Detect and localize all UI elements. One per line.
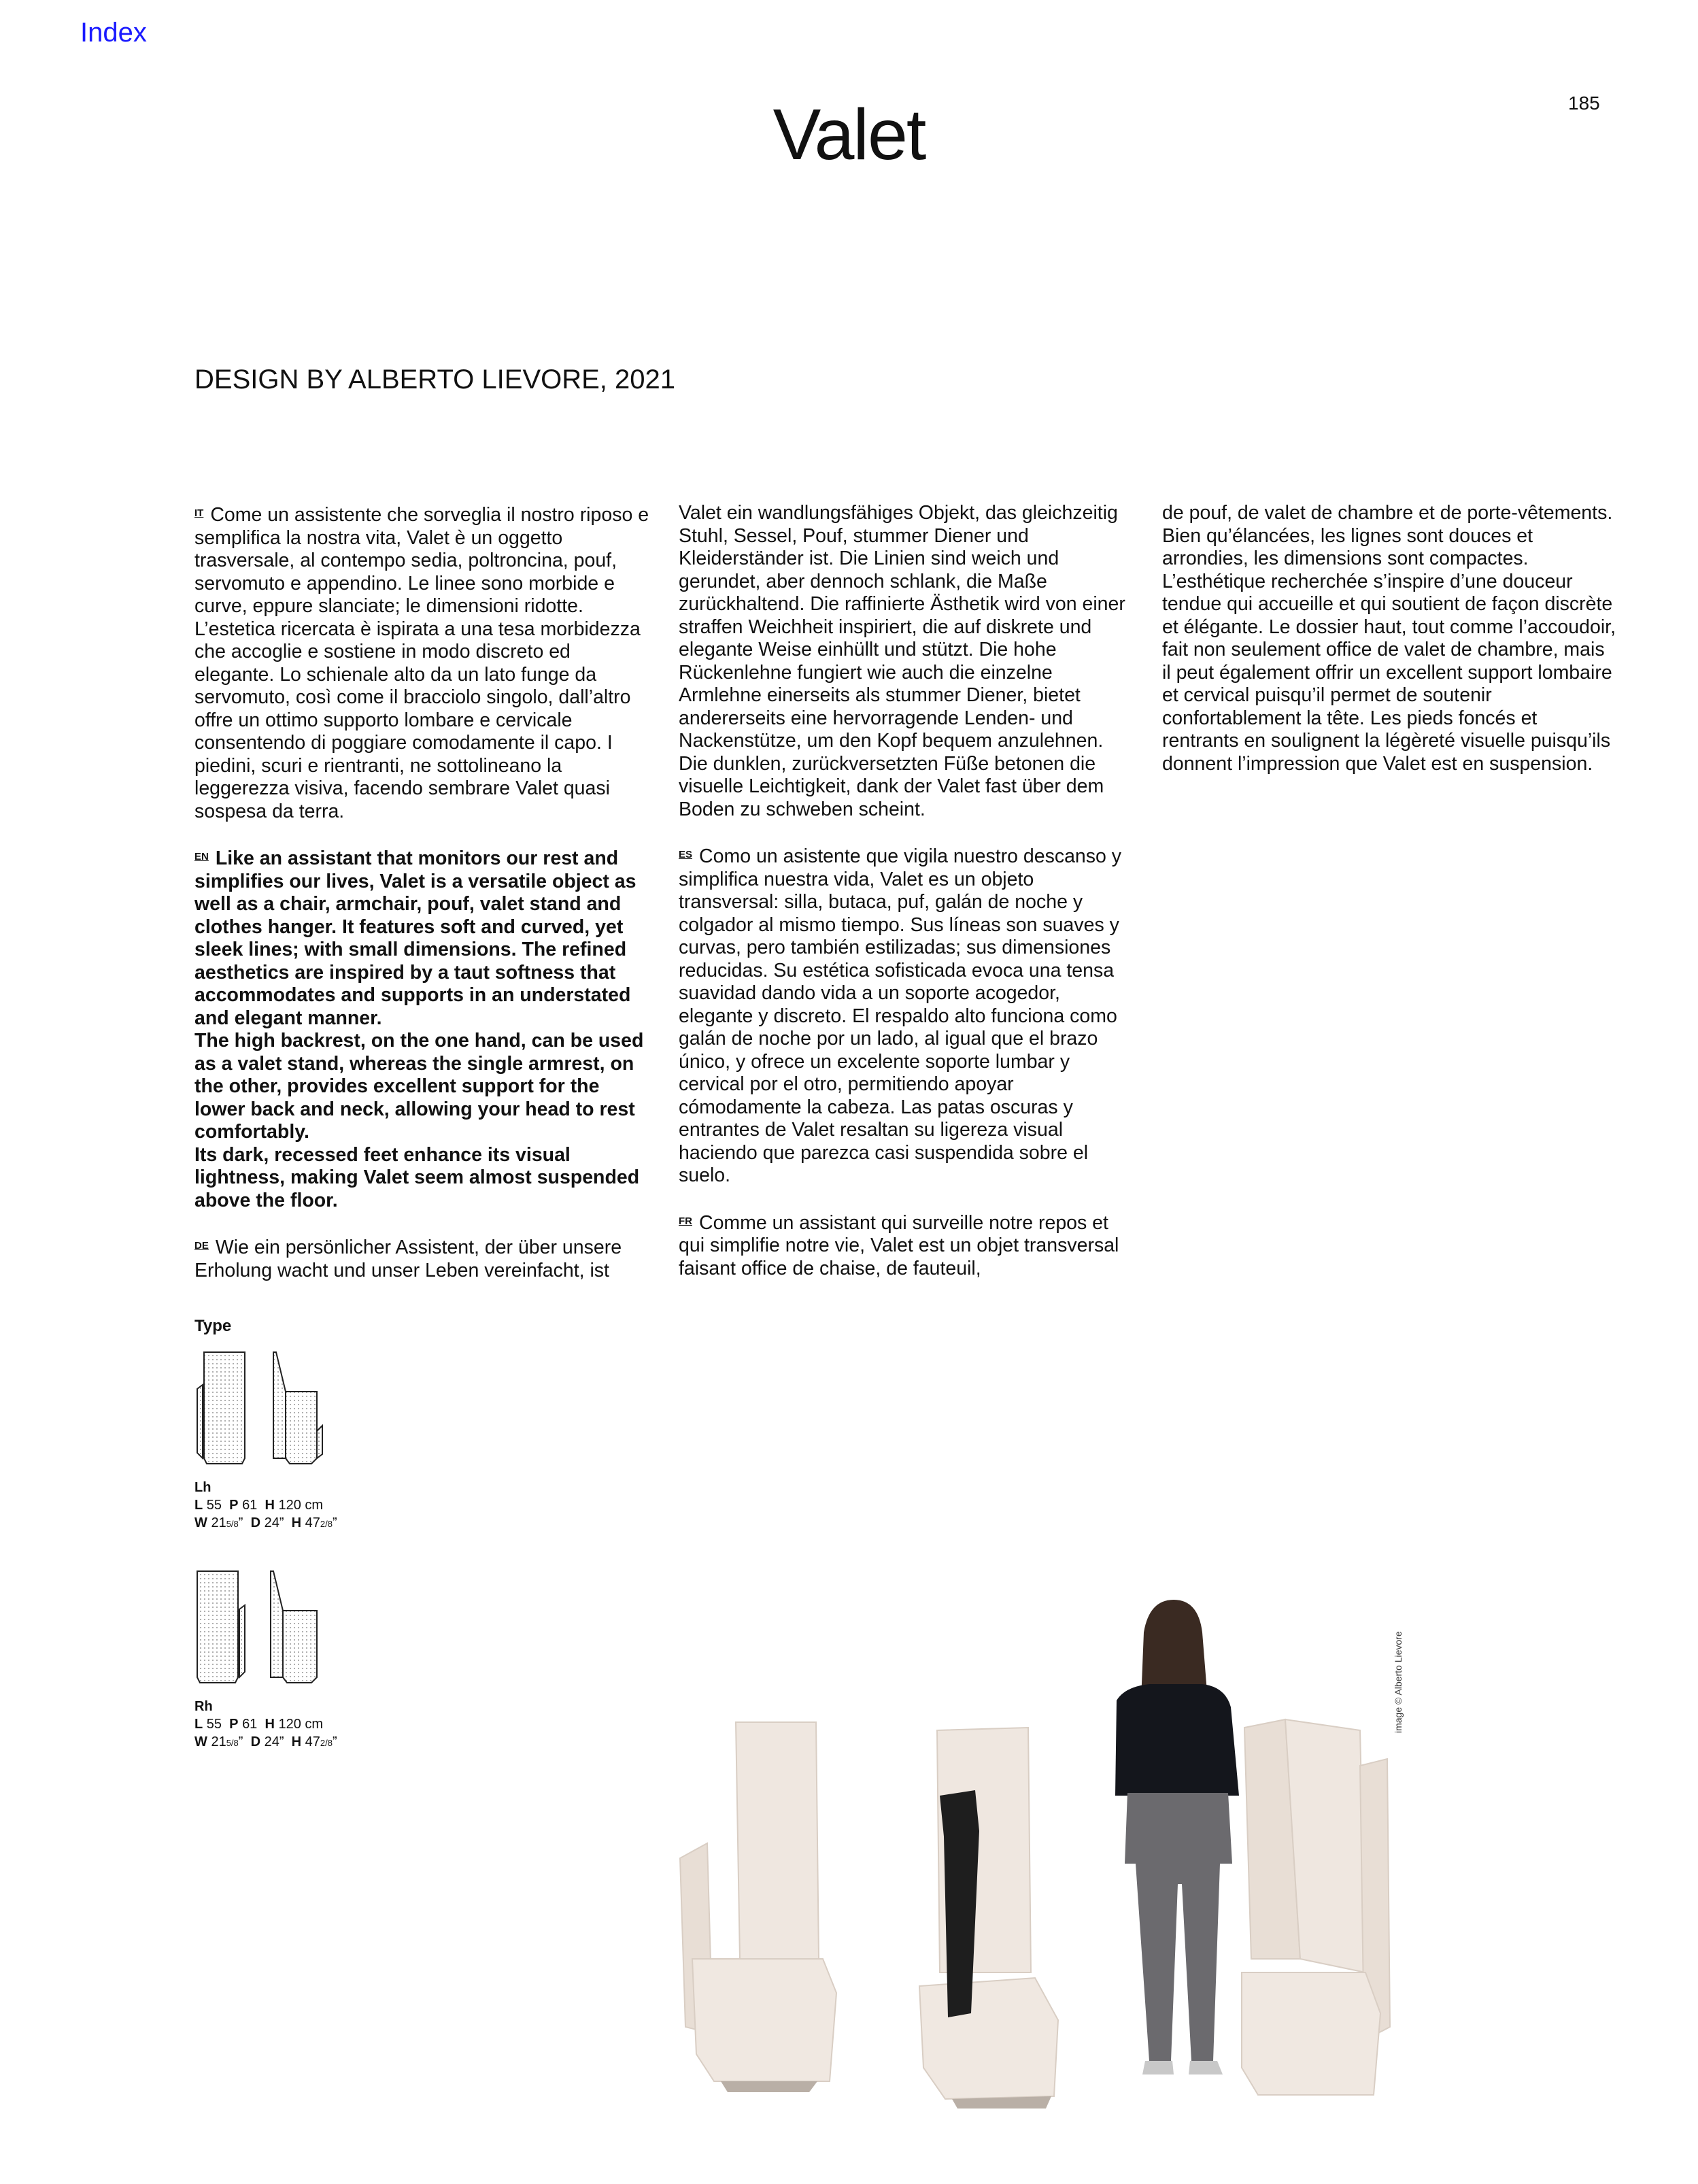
paragraph-fr xyxy=(679,1210,1134,1281)
type-item-lh xyxy=(194,1349,337,1533)
product-scene-image xyxy=(673,1592,1442,2136)
text-it: Come un assistente che sorveglia il nostro riposo e semplifica la nostra vita, Valet è un oggetto trasversale, al contempo sedia, poltroncina, pouf, servomuto e appendino. Le linee sono morbide e curve, eppure slanciate; le dimensioni ridotte. L’estetica ricercata è ispirata a una tesa morbidezza che accoglie e sostiene in modo discreto ed elegante. Lo schienale alto da un lato funge da servomuto, così come il bracciolo singolo, dall’altro offre un ottimo supporto lombare e cervicale consentendo di poggiare comodamente il capo. I piedini, scuri e rientranti, ne sottolineano la leggerezza visiva, facendo sembrare Valet quasi sospesa da terra. xyxy=(194,504,649,822)
dimensions-imperial: W 215/8” D 24” H 472/8” xyxy=(194,1734,337,1749)
text-de-start: Wie ein persönlicher Assistent, der über unsere Erholung wacht und unser Leben vereinfacht, ist xyxy=(194,1237,622,1281)
text-column-3 xyxy=(1162,502,1618,798)
chair-middle xyxy=(919,1728,1058,2109)
chair-rh-drawing xyxy=(194,1568,330,1688)
text-en-1: Like an assistant that monitors our rest and simplifies our lives, Valet is a versatile object as well as a chair, armchair, pouf, valet stand and clothes hanger. It features soft and curved, yet sleek lines; with small dimensions. The refined aesthetics are inspired by a taut softness that accommodates and supports in an understated and elegant manner. xyxy=(194,847,636,1029)
dimensions-metric: L 55 P 61 H 120 cm xyxy=(194,1498,324,1513)
lang-tag-it: IT xyxy=(194,507,204,519)
index-link[interactable]: Index xyxy=(80,18,147,48)
image-credit: image © Alberto Lievore xyxy=(1393,1631,1404,1733)
paragraph-en xyxy=(194,845,650,1212)
lang-tag-en: EN xyxy=(194,851,209,862)
lang-tag-de: DE xyxy=(194,1240,209,1251)
text-en-3: Its dark, recessed feet enhance its visual lightness, making Valet seem almost suspended above the floor. xyxy=(194,1143,640,1211)
lang-tag-es: ES xyxy=(679,849,693,860)
text-column-1 xyxy=(194,502,650,1305)
person-figure xyxy=(1115,1600,1239,2074)
dimensions-imperial: W 215/8” D 24” H 472/8” xyxy=(194,1515,337,1530)
dimensions-metric: L 55 P 61 H 120 cm xyxy=(194,1717,324,1732)
chair-right xyxy=(1242,1719,1390,2095)
text-fr-start: Comme un assistant qui surveille notre repos et qui simplifie notre vie, Valet est un objet transversal faisant office de chaise, de fauteuil, xyxy=(679,1211,1119,1279)
paragraph-es xyxy=(679,843,1134,1188)
type-heading: Type xyxy=(194,1317,232,1335)
paragraph-it xyxy=(194,502,650,823)
page-number: 185 xyxy=(1568,93,1600,114)
paragraph-de-continued: Valet ein wandlungsfähiges Objekt, das gleichzeitig Stuhl, Sessel, Pouf, stummer Diener und Kleiderständer ist. Die Linien sind weich und gerundet, aber dennoch schlank, die Maße zurückhaltend. Die raffinierte Ästhetik wird von einer straffen Weichheit inspiriert, die auf diskrete und elegante Weise einhüllt und stützt. Die hohe Rückenlehne fungiert wie auch die einzelne Armlehne einerseits als stummer Diener, bietet andererseits eine hervorragende Lenden- und Nackenstütze, um den Kopf bequem anzulehnen. Die dunklen, zurückversetzten Füße betonen die visuelle Leichtigkeit, dank der Valet fast über dem Boden zu schweben scheint. xyxy=(679,502,1125,820)
lang-tag-fr: FR xyxy=(679,1215,692,1227)
paragraph-fr-continued: de pouf, de valet de chambre et de porte-vêtements. Bien qu’élancées, les lignes sont douces et arrondies, les dimensions sont compactes. L’esthétique recherchée s’inspire d’une douceur tendue qui accueille et qui soutient de façon discrète et élégante. Le dossier haut, tout comme l’accoudoir, fait non seulement office de valet de chambre, mais il peut également offrir un excellent support lombaire et cervical puisqu’il permet de soutenir confortablement la tête. Les pieds foncés et rentrants en soulignent la légèreté visuelle puisqu’ils donnent l’impression que Valet est en suspension. xyxy=(1162,502,1616,775)
type-item-rh xyxy=(194,1568,337,1752)
type-name: Lh xyxy=(194,1480,211,1495)
designer-credit: DESIGN BY ALBERTO LIEVORE, 2021 xyxy=(194,365,676,394)
text-column-2 xyxy=(679,502,1134,1303)
paragraph-de xyxy=(194,1234,650,1282)
type-name: Rh xyxy=(194,1699,213,1714)
chair-left xyxy=(680,1722,836,2092)
text-en-2: The high backrest, on the one hand, can be used as a valet stand, whereas the single armrest, on the other, provides excellent support for the lower back and neck, allowing your head to rest comfortably. xyxy=(194,1030,644,1143)
chair-lh-drawing xyxy=(194,1349,330,1469)
page-title: Valet xyxy=(772,95,926,175)
text-es: Como un asistente que vigila nuestro descanso y simplifica nuestra vida, Valet es un objeto transversal: silla, butaca, puf, galán de noche y colgador al mismo tiempo. Sus líneas son suaves y curvas, pero también estilizadas; sus dimensiones reducidas. Su estética sofisticada evoca una tensa suavidad dando vida a un soporte acogedor, elegante y discreto. El respaldo alto funciona como galán de noche por un lado, al igual que el brazo único, y ofrece un excelente soporte lumbar y cervical por el otro, permitiendo apoyar cómodamente la cabeza. Las patas oscuras y entrantes de Valet resaltan su ligereza visual haciendo que parezca casi suspendida sobre el suelo. xyxy=(679,845,1122,1186)
